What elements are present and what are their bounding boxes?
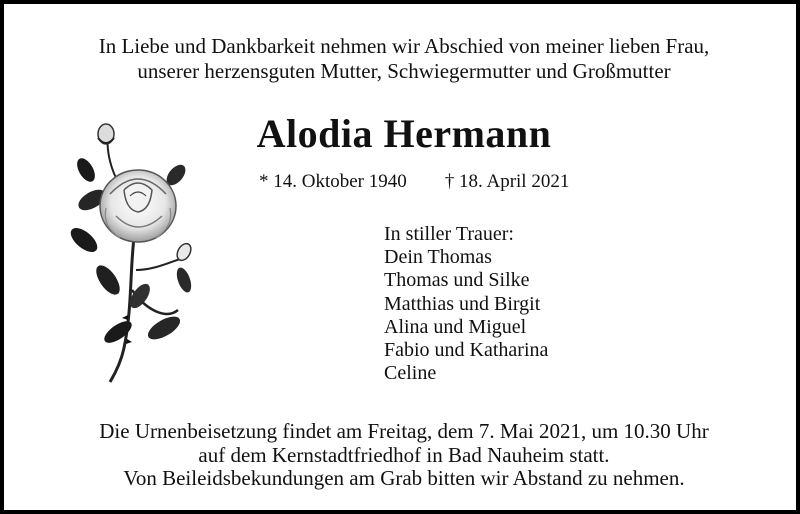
- funeral-notice: [4, 420, 800, 491]
- intro-line-1: In Liebe und Dankbarkeit nehmen wir Abschied von meiner lieben Frau,: [98, 34, 710, 58]
- outro-line-2: auf dem Kernstadtfriedhof in Bad Nauheim statt.: [198, 442, 610, 467]
- mourner-name: Celine: [384, 362, 437, 385]
- intro-text: [4, 34, 800, 84]
- mourner-name: Thomas und Silke: [384, 269, 530, 292]
- life-dates: [259, 170, 569, 194]
- outro-line-1: Die Urnenbeisetzung findet am Freitag, dem 7. Mai 2021, um 10.30 Uhr: [99, 419, 709, 443]
- outro-line-3: Von Beileidsbekundungen am Grab bitten wir Abstand zu nehmen.: [123, 466, 685, 490]
- mourner-name: Alina und Miguel: [384, 315, 527, 338]
- mourner-name: Dein Thomas: [384, 246, 492, 269]
- mourners-heading: In stiller Trauer:: [384, 223, 514, 245]
- death-date: † 18. April 2021: [444, 171, 570, 192]
- birth-date: * 14. Oktober 1940: [259, 171, 407, 192]
- mourner-name: Fabio und Katharina: [384, 339, 549, 362]
- intro-line-2: unserer herzensguten Mutter, Schwiegermutter und Großmutter: [137, 59, 671, 83]
- deceased-name: Alodia Hermann: [256, 111, 552, 156]
- mourner-name: Matthias und Birgit: [384, 292, 541, 315]
- mourners-list: [384, 223, 548, 385]
- rose-icon: [66, 120, 216, 384]
